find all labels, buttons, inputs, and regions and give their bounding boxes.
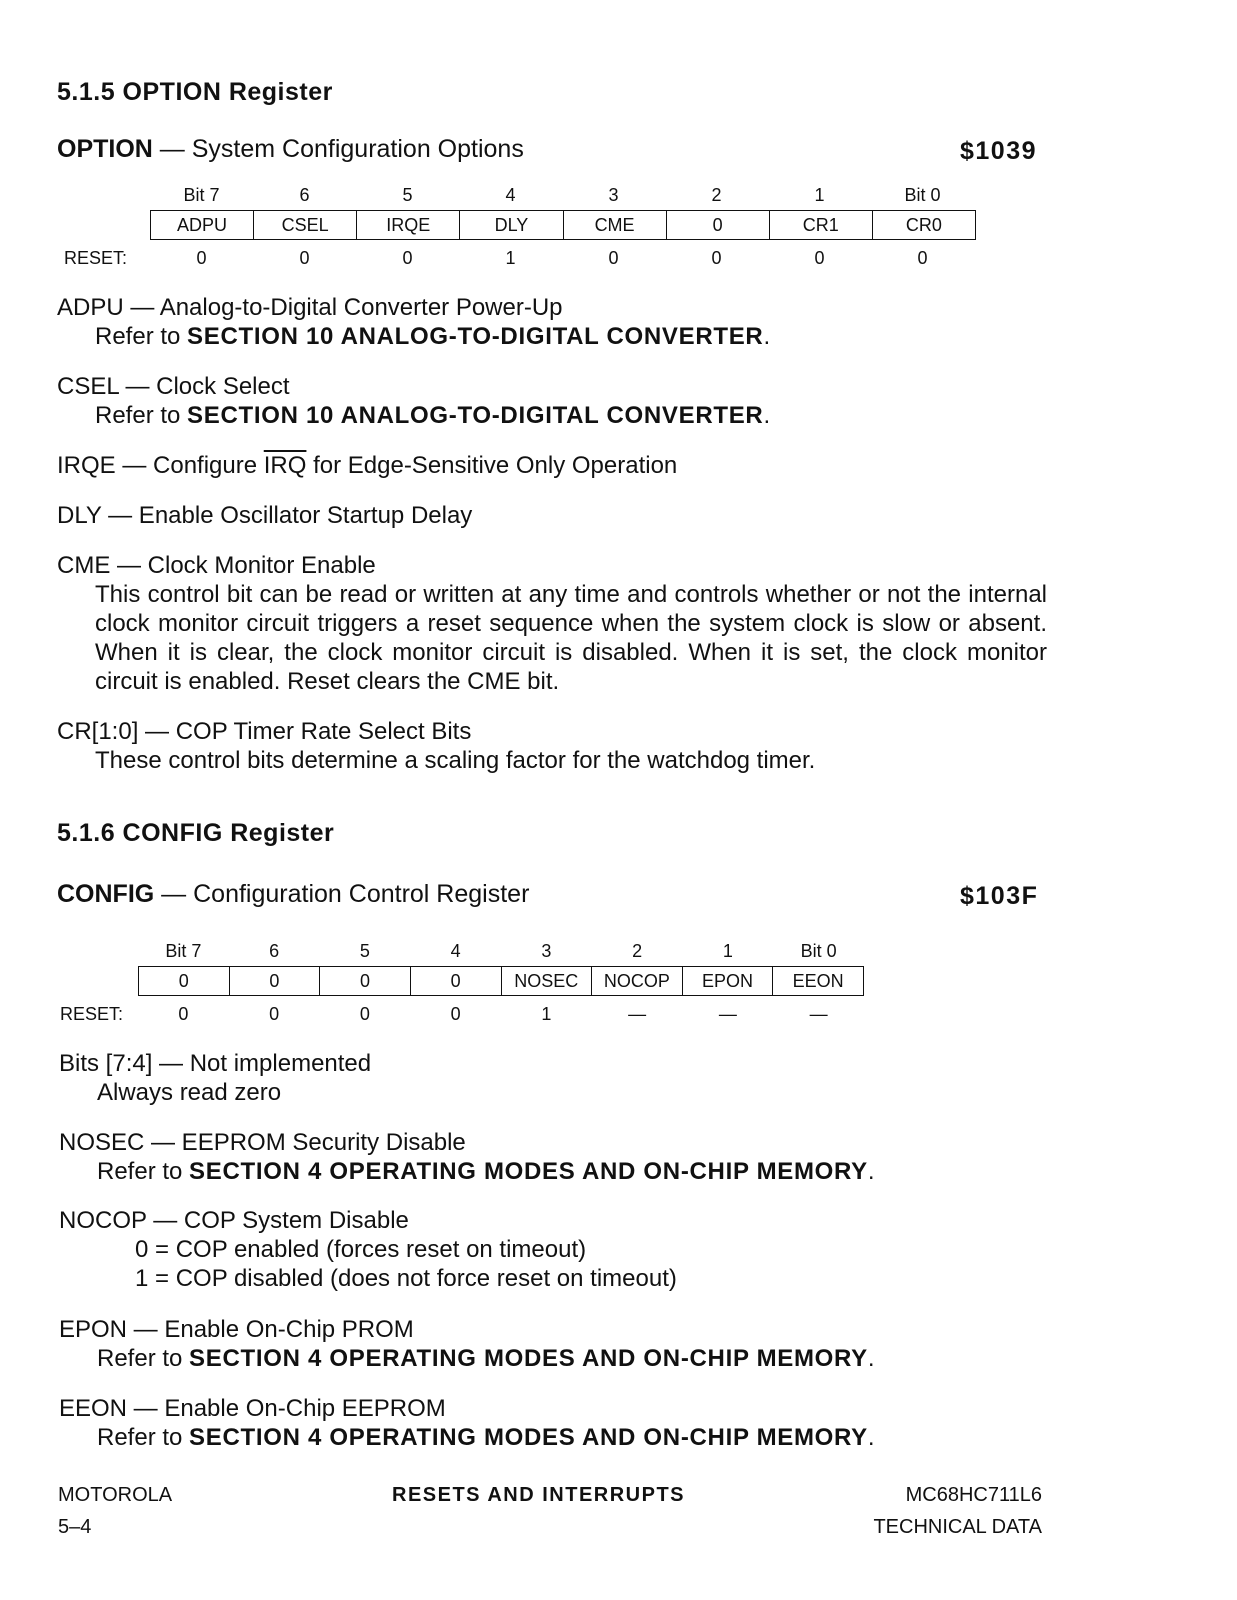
reset-value: 0 <box>450 1004 461 1024</box>
ref-prefix: Refer to <box>97 1424 190 1451</box>
bit-number: 6 <box>269 941 280 961</box>
reset-value: 1 <box>505 248 516 268</box>
reset-value: 0 <box>196 248 207 268</box>
reset-value: 0 <box>711 248 722 268</box>
bit-number: 1 <box>722 941 733 961</box>
ref-section: SECTION 10 ANALOG-TO-DIGITAL CONVERTER <box>187 323 764 350</box>
reset-value: 0 <box>359 1004 370 1024</box>
footer-doc-type: TECHNICAL DATA <box>873 1516 1042 1538</box>
reset-value: 1 <box>541 1004 552 1024</box>
option-reg-name: OPTION <box>57 135 153 163</box>
csel-reference: Refer to SECTION 10 ANALOG-TO-DIGITAL CONVERTER. <box>95 402 771 429</box>
bit-number: Bit 7 <box>165 941 202 961</box>
bit-number: 6 <box>299 185 310 205</box>
adpu-description <box>57 293 1057 351</box>
ref-prefix: Refer to <box>95 402 188 429</box>
option-bit-row <box>151 211 976 240</box>
option-bit-cell: ADPU <box>151 211 254 240</box>
ref-section: SECTION 4 OPERATING MODES AND ON-CHIP MEMORY <box>189 1158 868 1185</box>
bits74-body: Always read zero <box>97 1079 282 1106</box>
option-bit-cell: CR0 <box>872 211 975 240</box>
bit-number: 5 <box>402 185 413 205</box>
config-bit-numbers <box>138 941 864 962</box>
config-reset-label: RESET: <box>60 1004 124 1024</box>
nosec-reference: Refer to SECTION 4 OPERATING MODES AND ON-CHIP MEMORY. <box>97 1158 875 1185</box>
reset-value: 0 <box>402 248 413 268</box>
bit-number: 5 <box>359 941 370 961</box>
irq-overline: $\overline{IRQ}$ <box>263 452 307 479</box>
adpu-reference: Refer to SECTION 10 ANALOG-TO-DIGITAL CONVERTER. <box>95 323 771 350</box>
eeon-title: EEON — Enable On-Chip EEPROM <box>59 1395 446 1422</box>
config-section-heading: 5.1.6 CONFIG Register <box>57 819 335 847</box>
footer-section-title: RESETS AND INTERRUPTS <box>392 1484 686 1506</box>
nosec-description <box>59 1128 1059 1186</box>
nocop-option-0: 0 = COP enabled (forces reset on timeout) <box>135 1236 587 1263</box>
config-reset-values <box>138 1004 864 1025</box>
config-register-title <box>57 880 529 909</box>
option-reg-desc: — System Configuration Options <box>152 135 524 163</box>
bit-number: 4 <box>450 941 461 961</box>
option-bit-cell: CME <box>563 211 666 240</box>
epon-title: EPON — Enable On-Chip PROM <box>59 1316 414 1343</box>
cme-description <box>57 551 1047 696</box>
config-bit-cell: 0 <box>410 967 501 996</box>
csel-title: CSEL — Clock Select <box>57 373 290 400</box>
option-bit-cell: IRQE <box>357 211 460 240</box>
bit-number: Bit 7 <box>183 185 220 205</box>
dly-description: DLY — Enable Oscillator Startup Delay <box>57 502 473 529</box>
config-bit-cell: 0 <box>229 967 320 996</box>
option-register-title <box>57 135 524 164</box>
page-number: 5–4 <box>58 1516 92 1538</box>
ref-prefix: Refer to <box>97 1158 190 1185</box>
bit-number: 2 <box>632 941 643 961</box>
cr-title: CR[1:0] — COP Timer Rate Select Bits <box>57 718 472 745</box>
ref-section: SECTION 10 ANALOG-TO-DIGITAL CONVERTER <box>187 402 764 429</box>
option-reset-values <box>150 248 976 269</box>
irqe-prefix: IRQE — Configure <box>57 452 264 479</box>
adpu-title: ADPU — Analog-to-Digital Converter Power-Up <box>57 294 563 321</box>
ref-prefix: Refer to <box>95 323 188 350</box>
bit-number: 3 <box>608 185 619 205</box>
cr-body: These control bits determine a scaling factor for the watchdog timer. <box>95 747 816 774</box>
config-address: $103F <box>960 882 1039 910</box>
epon-description <box>59 1315 1059 1373</box>
csel-description <box>57 372 1057 430</box>
config-bit-row <box>139 967 864 996</box>
config-bit-table <box>138 966 864 996</box>
cr-description <box>57 717 1057 775</box>
config-bit-cell: EEON <box>773 967 864 996</box>
bit-number: 2 <box>711 185 722 205</box>
reset-value: 0 <box>814 248 825 268</box>
option-address: $1039 <box>960 137 1038 165</box>
irqe-description <box>57 451 1057 480</box>
bit-number: Bit 0 <box>904 185 941 205</box>
config-reg-desc: — Configuration Control Register <box>154 880 530 908</box>
bit-number: Bit 0 <box>800 941 837 961</box>
bit-number: 4 <box>505 185 516 205</box>
reset-value: 0 <box>917 248 928 268</box>
config-bit-cell: NOSEC <box>501 967 592 996</box>
footer-publisher: MOTOROLA <box>58 1484 173 1506</box>
config-bit-cell: NOCOP <box>592 967 683 996</box>
irqe-suffix: for Edge-Sensitive Only Operation <box>306 452 678 479</box>
bit-number: 1 <box>814 185 825 205</box>
footer-part-number: MC68HC711L6 <box>905 1484 1042 1506</box>
reset-value: — <box>718 1004 737 1024</box>
config-bit-cell: 0 <box>139 967 230 996</box>
reset-value: — <box>628 1004 647 1024</box>
ref-prefix: Refer to <box>97 1345 190 1372</box>
ref-section: SECTION 4 OPERATING MODES AND ON-CHIP MEMORY <box>189 1424 868 1451</box>
bits74-title: Bits [7:4] — Not implemented <box>59 1050 372 1077</box>
config-reg-name: CONFIG <box>57 880 155 908</box>
option-bit-cell: 0 <box>666 211 769 240</box>
bits74-description <box>59 1049 1059 1107</box>
option-bit-table <box>150 210 976 240</box>
option-bit-numbers <box>150 185 976 206</box>
eeon-reference: Refer to SECTION 4 OPERATING MODES AND ON-CHIP MEMORY. <box>97 1424 875 1451</box>
reset-value: 0 <box>178 1004 189 1024</box>
reset-value: — <box>809 1004 828 1024</box>
cme-body: This control bit can be read or written at any time and controls whether or not the internal clock monitor circuit triggers a reset sequence when the system clock is slow or absent. When it is clear, the clock monitor circuit is disabled. When it is set, the clock monitor circuit is enabled. Reset clears the CME bit. <box>95 581 1047 695</box>
option-bit-cell: CR1 <box>769 211 872 240</box>
nocop-option-1: 1 = COP disabled (does not force reset on timeout) <box>135 1265 677 1292</box>
nocop-title: NOCOP — COP System Disable <box>59 1207 409 1234</box>
cme-title: CME — Clock Monitor Enable <box>57 552 376 579</box>
nocop-description <box>59 1206 1059 1293</box>
ref-section: SECTION 4 OPERATING MODES AND ON-CHIP MEMORY <box>189 1345 868 1372</box>
reset-value: 0 <box>299 248 310 268</box>
config-bit-cell: EPON <box>682 967 773 996</box>
reset-value: 0 <box>608 248 619 268</box>
epon-reference: Refer to SECTION 4 OPERATING MODES AND ON-CHIP MEMORY. <box>97 1345 875 1372</box>
eeon-description <box>59 1394 1059 1452</box>
option-bit-cell: CSEL <box>254 211 357 240</box>
option-bit-cell: DLY <box>460 211 563 240</box>
option-reset-label: RESET: <box>64 248 128 268</box>
reset-value: 0 <box>269 1004 280 1024</box>
config-bit-cell: 0 <box>320 967 411 996</box>
nosec-title: NOSEC — EEPROM Security Disable <box>59 1129 466 1156</box>
option-section-heading: 5.1.5 OPTION Register <box>57 78 333 106</box>
bit-number: 3 <box>541 941 552 961</box>
